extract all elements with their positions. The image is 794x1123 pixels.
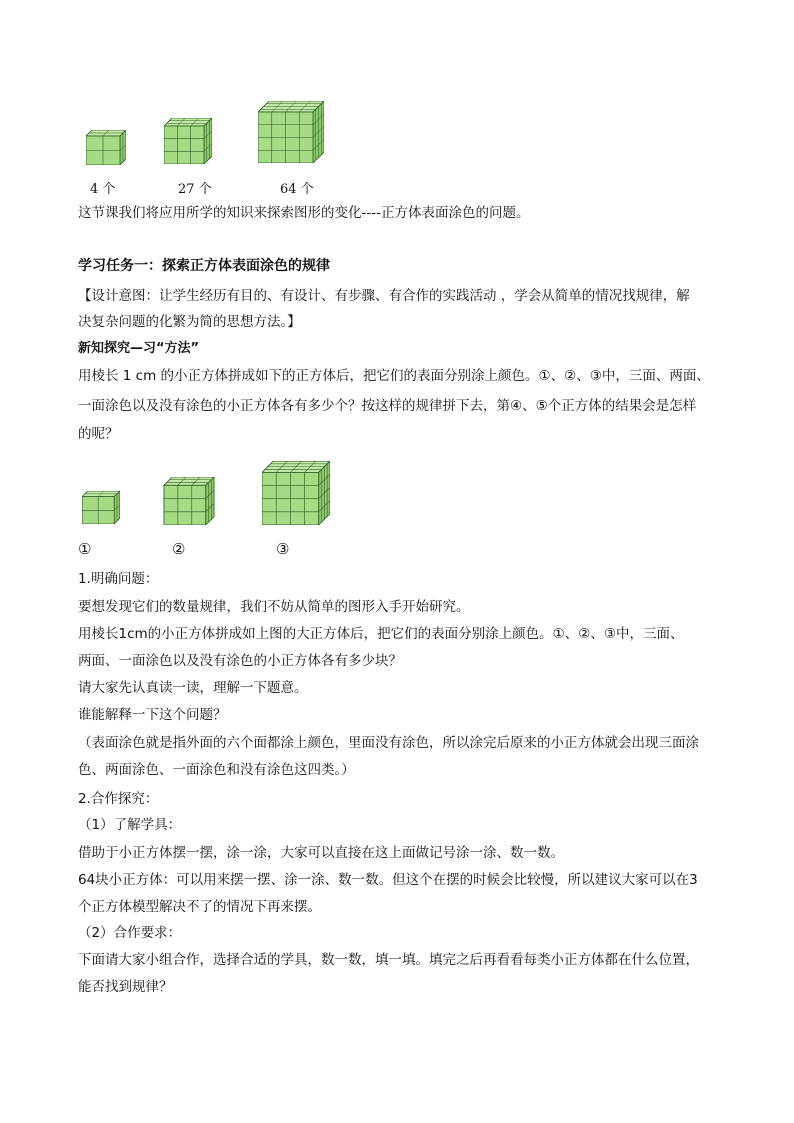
- cube-2x2-figure-bottom: [82, 491, 120, 524]
- section2-sub1-p2-line1: 64块小正方体：可以用来摆一摆、涂一涂、数一数。但这个在摆的时候会比较慢，所以建议大家可以在3: [78, 872, 698, 888]
- design-intent-line2: 决复杂问题的化繁为简的思想方法。】: [78, 314, 301, 330]
- section1-p2-line2: 两面、一面涂色以及没有涂色的小正方体各有多少块？: [78, 653, 402, 669]
- section2-sub2-p1-line1: 下面请大家小组合作，选择合适的学具，数一数，填一填。填完之后再看看每类小正方体都在什么位置，: [78, 952, 699, 968]
- task-title: 学习任务一：探索正方体表面涂色的规律: [78, 258, 330, 274]
- section1-p4: 谁能解释一下这个问题？: [78, 707, 227, 723]
- cube-4x4-figure-top: [258, 101, 324, 163]
- bottom-label-3: ③: [276, 540, 290, 558]
- section2-sub2: （2）合作要求：: [78, 925, 182, 941]
- cube-2x2-figure-top: [86, 130, 126, 165]
- section1-heading: 1.明确问题：: [78, 571, 159, 587]
- problem-line2: 一面涂色以及没有涂色的小正方体各有多少个？按这样的规律拼下去，第④、⑤个正方体的结果会是怎样: [78, 398, 697, 414]
- cube-4x4-figure-bottom: [262, 461, 330, 525]
- intro-text: 这节课我们将应用所学的知识来探索图形的变化----正方体表面涂色的问题。: [78, 205, 530, 221]
- top-label-2: 27 个: [178, 182, 212, 197]
- design-intent-line1: 【设计意图：让学生经历有目的、有设计、有步骤、有合作的实践活动 ，学会从简单的情况找规律，解: [78, 288, 690, 304]
- top-label-1: 4 个: [90, 182, 116, 197]
- section2-sub1-p1: 借助于小正方体摆一摆，涂一涂，大家可以直接在这上面做记号涂一涂、数一数。: [78, 845, 564, 861]
- bottom-label-1: ①: [78, 540, 92, 558]
- section1-p2-line1: 用棱长1cm的小正方体拼成如上图的大正方体后，把它们的表面分别涂上颜色。①、②、③中，三面、: [78, 626, 684, 642]
- cube-3x3-figure-top: [164, 118, 212, 164]
- section2-heading: 2.合作探究：: [78, 791, 159, 807]
- problem-line1: 用棱长 1 cm 的小正方体拼成如下的正方体后，把它们的表面分别涂上颜色。①、②、③中，三面、两面、: [78, 368, 710, 384]
- section1-p5-line1: （表面涂色就是指外面的六个面都涂上颜色，里面没有涂色，所以涂完后原来的小正方体就会出现三面涂: [78, 735, 699, 751]
- section2-sub1: （1）了解学具：: [78, 817, 182, 833]
- bottom-label-2: ②: [172, 540, 186, 558]
- top-label-3: 64 个: [280, 182, 314, 197]
- cube-3x3-figure-bottom: [163, 477, 215, 525]
- section1-p1: 要想发现它们的数量规律，我们不妨从简单的图形入手开始研究。: [78, 599, 470, 615]
- section1-p5-line2: 色、两面涂色、一面涂色和没有涂色这四类。）: [78, 762, 355, 778]
- section2-sub1-p2-line2: 个正方体模型解决不了的情况下再来摆。: [78, 899, 321, 915]
- section1-p3: 请大家先认真读一读，理解一下题意。: [78, 680, 308, 696]
- problem-line3: 的呢？: [78, 426, 119, 442]
- new-knowledge-title: 新知探究—习“方法”: [78, 341, 200, 356]
- section2-sub2-p1-line2: 能否找到规律？: [78, 979, 173, 995]
